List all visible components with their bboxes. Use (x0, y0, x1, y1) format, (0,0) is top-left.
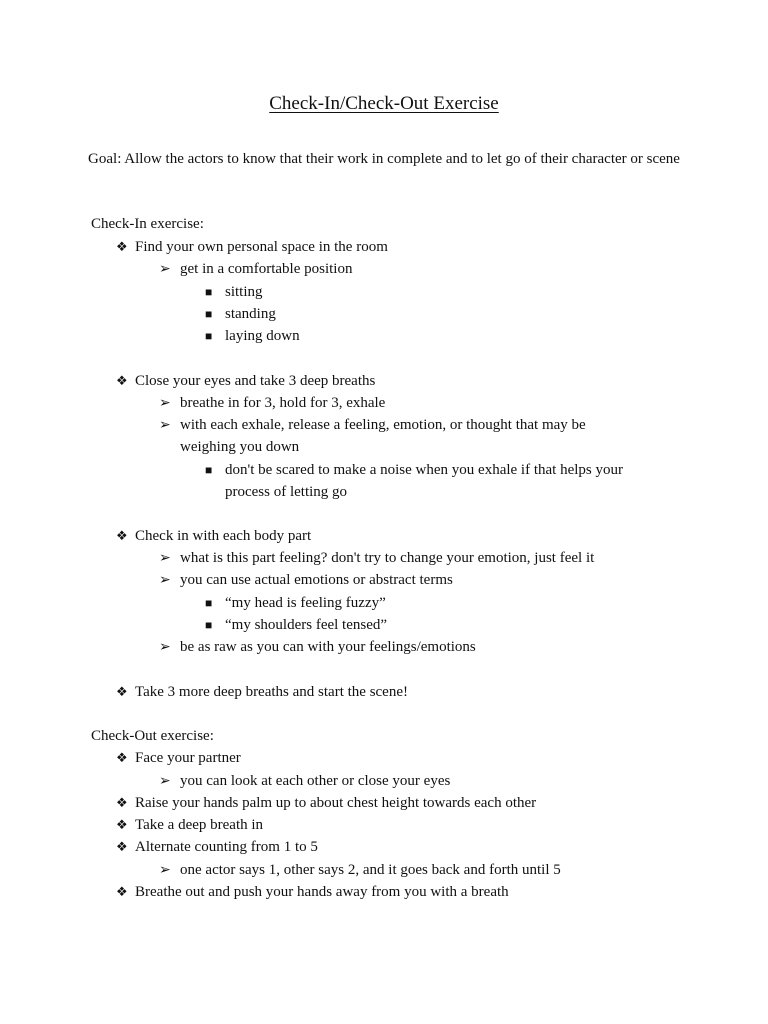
square-bullet-icon: ■ (205, 618, 213, 632)
list-item-text: one actor says 1, other says 2, and it goes back and forth until 5 (180, 862, 561, 878)
list-item (205, 459, 623, 481)
list-item-text: Close your eyes and take 3 deep breaths (135, 373, 376, 389)
list-item (205, 592, 386, 614)
diamond-bullet-icon: ❖ (116, 795, 128, 810)
list-item-text: sitting (225, 284, 263, 300)
list-item-continuation: process of letting go (225, 484, 348, 500)
document-title: Check-In/Check-Out Exercise (269, 93, 499, 114)
list-item (205, 303, 276, 325)
list-item-text: Alternate counting from 1 to 5 (135, 839, 318, 855)
list-item-text: Breathe out and push your hands away from you with a breath (135, 884, 509, 900)
list-item (159, 859, 561, 881)
arrow-bullet-icon: ➢ (159, 418, 171, 433)
square-bullet-icon: ■ (205, 596, 213, 610)
list-item (159, 392, 385, 414)
arrow-bullet-icon: ➢ (159, 573, 171, 588)
list-item-text: you can use actual emotions or abstract terms (180, 572, 453, 588)
list-item-text: what is this part feeling? don't try to change your emotion, just feel it (180, 550, 595, 566)
diamond-bullet-icon: ❖ (116, 839, 128, 854)
arrow-bullet-icon: ➢ (159, 551, 171, 566)
square-bullet-icon: ■ (205, 463, 213, 477)
square-bullet-icon: ■ (205, 307, 213, 321)
list-item-text: “my head is feeling fuzzy” (225, 595, 386, 611)
goal-paragraph: Goal: Allow the actors to know that their work in complete and to let go of their character or scene (88, 151, 680, 167)
list-item (159, 547, 594, 569)
arrow-bullet-icon: ➢ (159, 863, 171, 878)
diamond-bullet-icon: ❖ (116, 884, 128, 899)
diamond-bullet-icon: ❖ (116, 239, 128, 254)
diamond-bullet-icon: ❖ (116, 684, 128, 699)
list-item-text: Take 3 more deep breaths and start the scene! (135, 684, 408, 700)
list-item (159, 258, 352, 280)
list-item-text: Find your own personal space in the room (135, 239, 388, 255)
list-item-text: Face your partner (135, 750, 241, 766)
list-item (205, 614, 387, 636)
list-item (116, 747, 241, 769)
list-item (205, 325, 300, 347)
list-item (116, 836, 318, 858)
diamond-bullet-icon: ❖ (116, 750, 128, 765)
list-item (159, 770, 450, 792)
list-item (159, 414, 586, 436)
list-item (116, 881, 509, 903)
checkout-heading: Check-Out exercise: (91, 728, 214, 744)
list-item-text: breathe in for 3, hold for 3, exhale (180, 395, 386, 411)
arrow-bullet-icon: ➢ (159, 396, 171, 411)
diamond-bullet-icon: ❖ (116, 373, 128, 388)
list-item (116, 236, 388, 258)
square-bullet-icon: ■ (205, 285, 213, 299)
list-item (116, 814, 263, 836)
diamond-bullet-icon: ❖ (116, 528, 128, 543)
list-item (116, 370, 375, 392)
list-item (205, 281, 263, 303)
list-item (159, 636, 476, 658)
list-item-text: laying down (225, 328, 300, 344)
list-item-continuation: weighing you down (180, 439, 300, 455)
checkin-heading: Check-In exercise: (91, 216, 204, 232)
list-item (116, 681, 408, 703)
list-item-text: get in a comfortable position (180, 261, 353, 277)
list-item (116, 525, 311, 547)
list-item-text: with each exhale, release a feeling, emotion, or thought that may be (180, 417, 586, 433)
list-item-text: don't be scared to make a noise when you exhale if that helps your (225, 462, 623, 478)
arrow-bullet-icon: ➢ (159, 262, 171, 277)
arrow-bullet-icon: ➢ (159, 640, 171, 655)
list-item-text: Raise your hands palm up to about chest height towards each other (135, 795, 537, 811)
list-item-text: be as raw as you can with your feelings/emotions (180, 639, 476, 655)
list-item-text: Check in with each body part (135, 528, 312, 544)
list-item-text: Take a deep breath in (135, 817, 264, 833)
diamond-bullet-icon: ❖ (116, 817, 128, 832)
list-item-text: standing (225, 306, 276, 322)
square-bullet-icon: ■ (205, 329, 213, 343)
list-item-text: you can look at each other or close your eyes (180, 773, 451, 789)
arrow-bullet-icon: ➢ (159, 774, 171, 789)
list-item (116, 792, 536, 814)
list-item-text: “my shoulders feel tensed” (225, 617, 388, 633)
list-item (159, 569, 453, 591)
